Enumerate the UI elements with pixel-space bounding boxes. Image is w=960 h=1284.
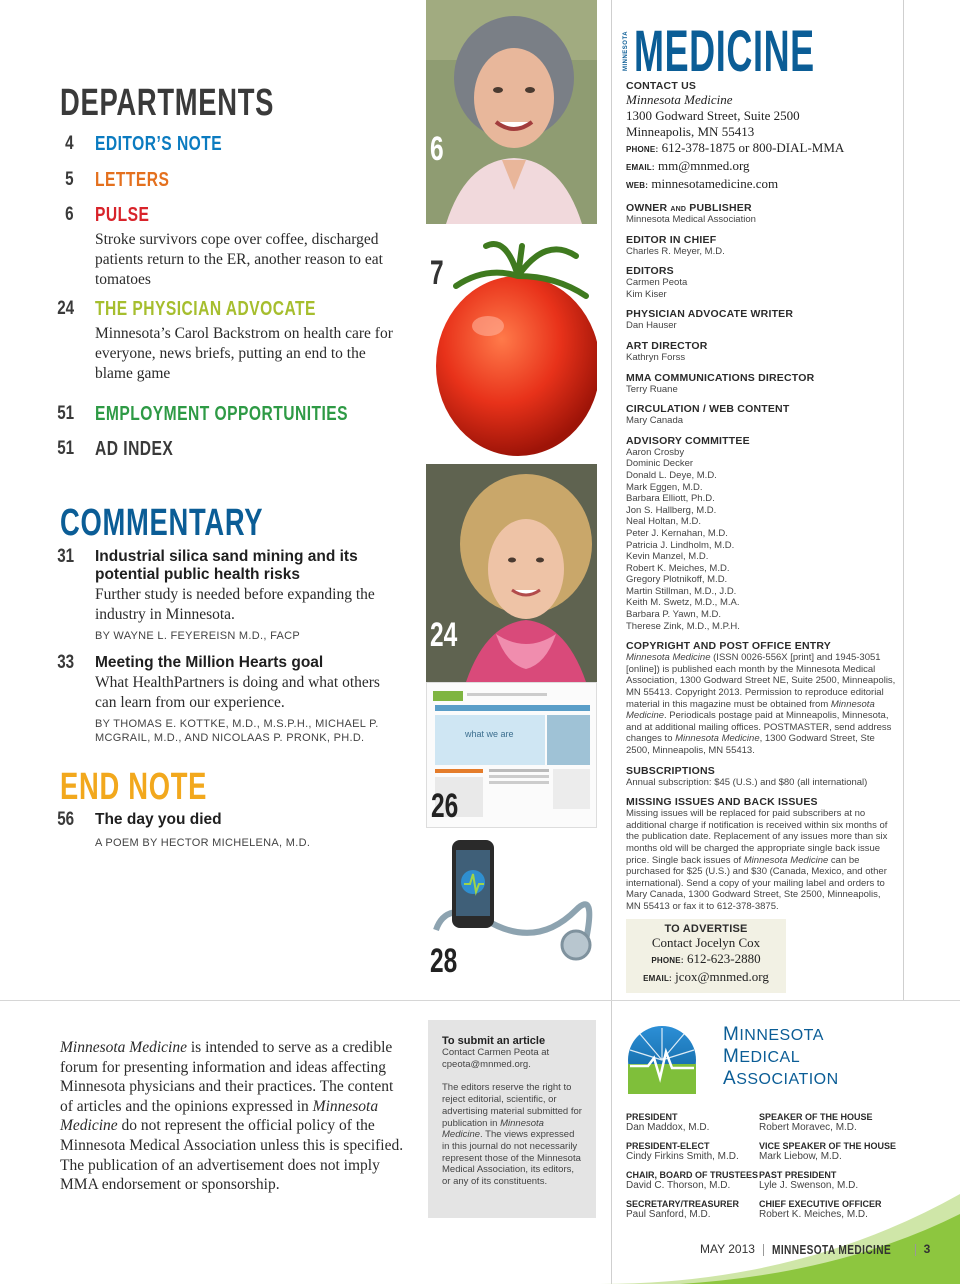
contact-address-2: Minneapolis, MN 55413: [626, 124, 755, 139]
staff-label: ART DIRECTOR: [626, 339, 708, 352]
toc-title: AD INDEX: [95, 438, 174, 460]
column-divider-right: [903, 0, 904, 1000]
staff-name: Barbara P. Yawn, M.D.: [626, 609, 722, 621]
logo-text: MEDICINE: [634, 19, 815, 84]
staff-label: ADVISORY COMMITTEE: [626, 434, 750, 447]
advertise-phone: PHONE: 612-623-2880: [651, 950, 761, 966]
missing-issues-block: MISSING ISSUES AND BACK ISSUES Missing issues will be replaced for paid subscribers at no additional charge if notification is received within six months of the publication date. Replacement of any issues more than six months old will be charged the appropriate single back issue price. Single back issues of Minnesota Medicine can be purchased for $25 (U.S.) and $30 (Canada, Mexico, and other international). Send a copy of your mailing label and orders to Mary Canada, 1300 Godward Street, Ste 2500, Minneapolis, MN 55413 or fax it to 612-378-3875.: [626, 796, 888, 912]
photo-page-number: 7: [430, 254, 444, 292]
photo-page-number: 28: [430, 942, 458, 980]
toc-description: Minnesota’s Carol Backstrom on health care for everyone, news briefs, putting an end to the blame game: [95, 325, 393, 382]
staff-block: [626, 308, 896, 332]
staff-name: Patricia J. Lindholm, M.D.: [626, 539, 735, 551]
page-number: 5: [65, 169, 74, 190]
photo-page-number: 26: [431, 787, 459, 825]
contact-address-1: 1300 Godward Street, Suite 2500: [626, 108, 800, 123]
contact-email[interactable]: EMAIL: mm@mnmed.org: [626, 158, 750, 173]
toc-title: LETTERS: [95, 169, 170, 191]
departments-heading: DEPARTMENTS: [60, 82, 275, 124]
staff-name: Kathryn Forss: [626, 351, 686, 363]
staff-block: [626, 265, 896, 300]
article-byline: A POEM BY HECTOR MICHELENA, M.D.: [95, 837, 311, 849]
staff-name: Neal Holtan, M.D.: [626, 516, 701, 528]
staff-name: Martin Stillman, M.D., J.D.: [626, 585, 737, 597]
staff-name: Kim Kiser: [626, 288, 667, 300]
column-divider: [611, 0, 612, 1284]
commentary-heading: COMMENTARY: [60, 502, 264, 544]
officer: SECRETARY/TREASURER Paul Sanford, M.D.: [626, 1199, 740, 1220]
submit-email[interactable]: cpeota@mnmed.org.: [442, 1058, 531, 1070]
subscriptions-block: SUBSCRIPTIONS Annual subscription: $45 (U.S.) and $80 (all international): [626, 764, 868, 788]
staff-block: [626, 403, 896, 427]
medicine-logo: [623, 19, 896, 84]
copyright-text: Minnesota Medicine (ISSN 0026-556X [print] and 1945-3051 [online]) is published each month by the Minnesota Medical Association, 1300 Godward Street NE, Suite 2500, Minneapolis, MN 55413. Copyright 2013. Permission to reproduce editorial material in this magazine must be obtained from Minnesota Medicine. Periodicals postage paid at Minneapolis, Minnesota, and at additional mailing offices. POSTMASTER, send address changes to Minnesota Medicine, 1300 Godward Street, Ste 2500, Minneapolis, MN 55413.: [626, 652, 896, 756]
officer: PAST PRESIDENT Lyle J. Swenson, M.D.: [759, 1170, 859, 1191]
advertise-box: TO ADVERTISE Contact Jocelyn Cox PHONE: 612-623-2880 EMAIL: jcox@mnmed.org: [626, 919, 786, 993]
image-strip: [426, 0, 597, 994]
contact-block: [626, 80, 896, 194]
folio-page: 3: [923, 1242, 931, 1256]
staff-name: Kevin Manzel, M.D.: [626, 551, 709, 563]
officer: VICE SPEAKER OF THE HOUSE Mark Liebow, M.D.: [759, 1141, 897, 1162]
folio-title: MINNESOTA MEDICINE: [771, 1242, 892, 1258]
photo-page-number: 6: [430, 130, 444, 168]
woman-portrait-image: [426, 0, 597, 224]
toc-title: EDITOR’S NOTE: [95, 133, 223, 155]
staff-name: Terry Ruane: [626, 383, 678, 395]
logo-side-text: MINNESOTA: [623, 30, 630, 72]
contact-web[interactable]: WEB: minnesotamedicine.com: [626, 176, 779, 191]
footer-divider: [0, 1000, 960, 1001]
folio: [700, 1242, 930, 1257]
article-byline: BY THOMAS E. KOTTKE, M.D., M.S.P.H., MICHAEL P. MCGRAIL, M.D., AND NICOLAAS P. PRONK, PH.D.: [95, 718, 379, 744]
staff-name: Aaron Crosby: [626, 446, 685, 458]
table-of-contents: [0, 0, 426, 1000]
staff-block: [626, 340, 896, 364]
officer: PRESIDENT Dan Maddox, M.D.: [626, 1112, 710, 1133]
staff-label: PHYSICIAN ADVOCATE WRITER: [626, 308, 794, 321]
photo-page-28[interactable]: [426, 830, 597, 994]
staff-name: Jon S. Hallberg, M.D.: [626, 504, 717, 516]
staff-name: Robert K. Meiches, M.D.: [626, 562, 730, 574]
officer: SPEAKER OF THE HOUSE Robert Moravec, M.D.: [759, 1112, 873, 1133]
staff-name: Carmen Peota: [626, 277, 688, 289]
staff-label: EDITOR IN CHIEF: [626, 233, 717, 246]
mma-logo-icon: [626, 1024, 698, 1096]
end-note-heading: END NOTE: [60, 766, 208, 808]
website-headline: what we are: [465, 729, 514, 739]
photo-page-24[interactable]: [426, 464, 597, 682]
mma-name: MINNESOTA MEDICAL ASSOCIATION: [723, 1024, 839, 1089]
toc-title: THE PHYSICIAN ADVOCATE: [95, 298, 316, 320]
disclaimer: Minnesota Medicine is intended to serve as a credible forum for presenting information and ideas affecting Minnesota physicians and their practices. The content of articles and the opinions expressed in Minnesota Medicine do not represent the official policy of the Minnesota Medical Association unless this is specified. The publication of an advertisement does not imply MMA endorsement or sponsorship.: [60, 1039, 404, 1194]
green-swoosh-decoration: [600, 1184, 960, 1284]
staff-block: [626, 372, 896, 396]
page-number: 51: [57, 438, 74, 459]
staff-name: Dan Hauser: [626, 320, 677, 332]
staff-list: [626, 234, 896, 633]
owner-block: [626, 202, 896, 226]
page-number: 33: [57, 652, 74, 673]
page-number: 6: [65, 204, 74, 225]
article-title: Meeting the Million Hearts goal: [95, 654, 324, 671]
contact-phone: PHONE: 612-378-1875 or 800-DIAL-MMA: [626, 140, 845, 155]
staff-block: [626, 234, 896, 258]
toc-title: PULSE: [95, 204, 150, 226]
contact-label: CONTACT US: [626, 80, 697, 92]
staff-name: Charles R. Meyer, M.D.: [626, 245, 725, 257]
staff-label: CIRCULATION / WEB CONTENT: [626, 403, 790, 416]
owner-label: OWNER AND PUBLISHER: [626, 202, 752, 214]
advertise-email[interactable]: EMAIL: jcox@mnmed.org: [643, 968, 769, 984]
staff-name: Donald L. Deye, M.D.: [626, 469, 717, 481]
page-number: 24: [57, 298, 74, 319]
photo-page-number: 24: [430, 616, 458, 654]
article-byline: BY WAYNE L. FEYEREISN M.D., FACP: [95, 630, 300, 642]
photo-page-6[interactable]: [426, 0, 597, 224]
officer: CHAIR, BOARD OF TRUSTEES David C. Thorson, M.D.: [626, 1170, 759, 1191]
page-number: 56: [57, 809, 74, 830]
article-description: Further study is needed before expanding the industry in Minnesota.: [95, 586, 375, 623]
staff-name: Mary Canada: [626, 415, 684, 427]
article-description: What HealthPartners is doing and what others can learn from our experience.: [95, 674, 380, 711]
submit-article-box: To submit an article Contact Carmen Peota at cpeota@mnmed.org. The editors reserve the right to reject editorial, scientific, or advertising material submitted for publication in Minnesota Medicine. The views expressed in this journal do not necessarily represent those of the Minnesota Medical Association, its editors, or any of its constituents.: [428, 1020, 596, 1218]
staff-name: Dominic Decker: [626, 458, 694, 470]
article-title: The day you died: [95, 811, 222, 828]
article-title: Industrial silica sand mining and its potential public health risks: [95, 548, 358, 583]
masthead: [623, 19, 896, 993]
page-number: 51: [57, 403, 74, 424]
staff-name: Keith M. Swetz, M.D., M.A.: [626, 597, 740, 609]
contact-name: Minnesota Medicine: [626, 92, 733, 107]
toc-title: EMPLOYMENT OPPORTUNITIES: [95, 403, 349, 425]
staff-name: Therese Zink, M.D., M.P.H.: [626, 620, 740, 632]
staff-name: Gregory Plotnikoff, M.D.: [626, 574, 728, 586]
submit-heading: To submit an article: [442, 1035, 546, 1047]
staff-label: MMA COMMUNICATIONS DIRECTOR: [626, 371, 815, 384]
officer: CHIEF EXECUTIVE OFFICER Robert K. Meiches, M.D.: [759, 1199, 882, 1220]
tomato-image: [426, 226, 597, 462]
owner-name: Minnesota Medical Association: [626, 214, 756, 225]
folio-date: MAY 2013: [700, 1242, 755, 1256]
staff-label: EDITORS: [626, 265, 674, 278]
officer: PRESIDENT-ELECT Cindy Firkins Smith, M.D.: [626, 1141, 739, 1162]
page-number: 4: [65, 133, 74, 154]
toc-description: Stroke survivors cope over coffee, discharged patients return to the ER, another reason to eat tomatoes: [95, 231, 383, 288]
photo-page-7[interactable]: [426, 226, 597, 462]
photo-page-26[interactable]: [426, 682, 597, 828]
page-number: 31: [57, 546, 74, 567]
staff-name: Peter J. Kernahan, M.D.: [626, 527, 728, 539]
copyright-block: COPYRIGHT AND POST OFFICE ENTRY Minnesota Medicine (ISSN 0026-556X [print] and 1945-3051 [online]) is published each month by the Minnesota Medical Association, 1300 Godward Street NE, Suite 2500, Minneapolis, MN 55413. Copyright 2013. Permission to reproduce editorial material in this magazine must be obtained from Minnesota Medicine. Periodicals postage paid at Minneapolis, Minnesota, and at additional mailing offices. POSTMASTER, send address changes to Minnesota Medicine, 1300 Godward Street, Ste 2500, Minneapolis, MN 55413.: [626, 640, 896, 756]
staff-name: Barbara Elliott, Ph.D.: [626, 493, 715, 505]
staff-name: Mark Eggen, M.D.: [626, 481, 703, 493]
staff-block: [626, 435, 896, 633]
